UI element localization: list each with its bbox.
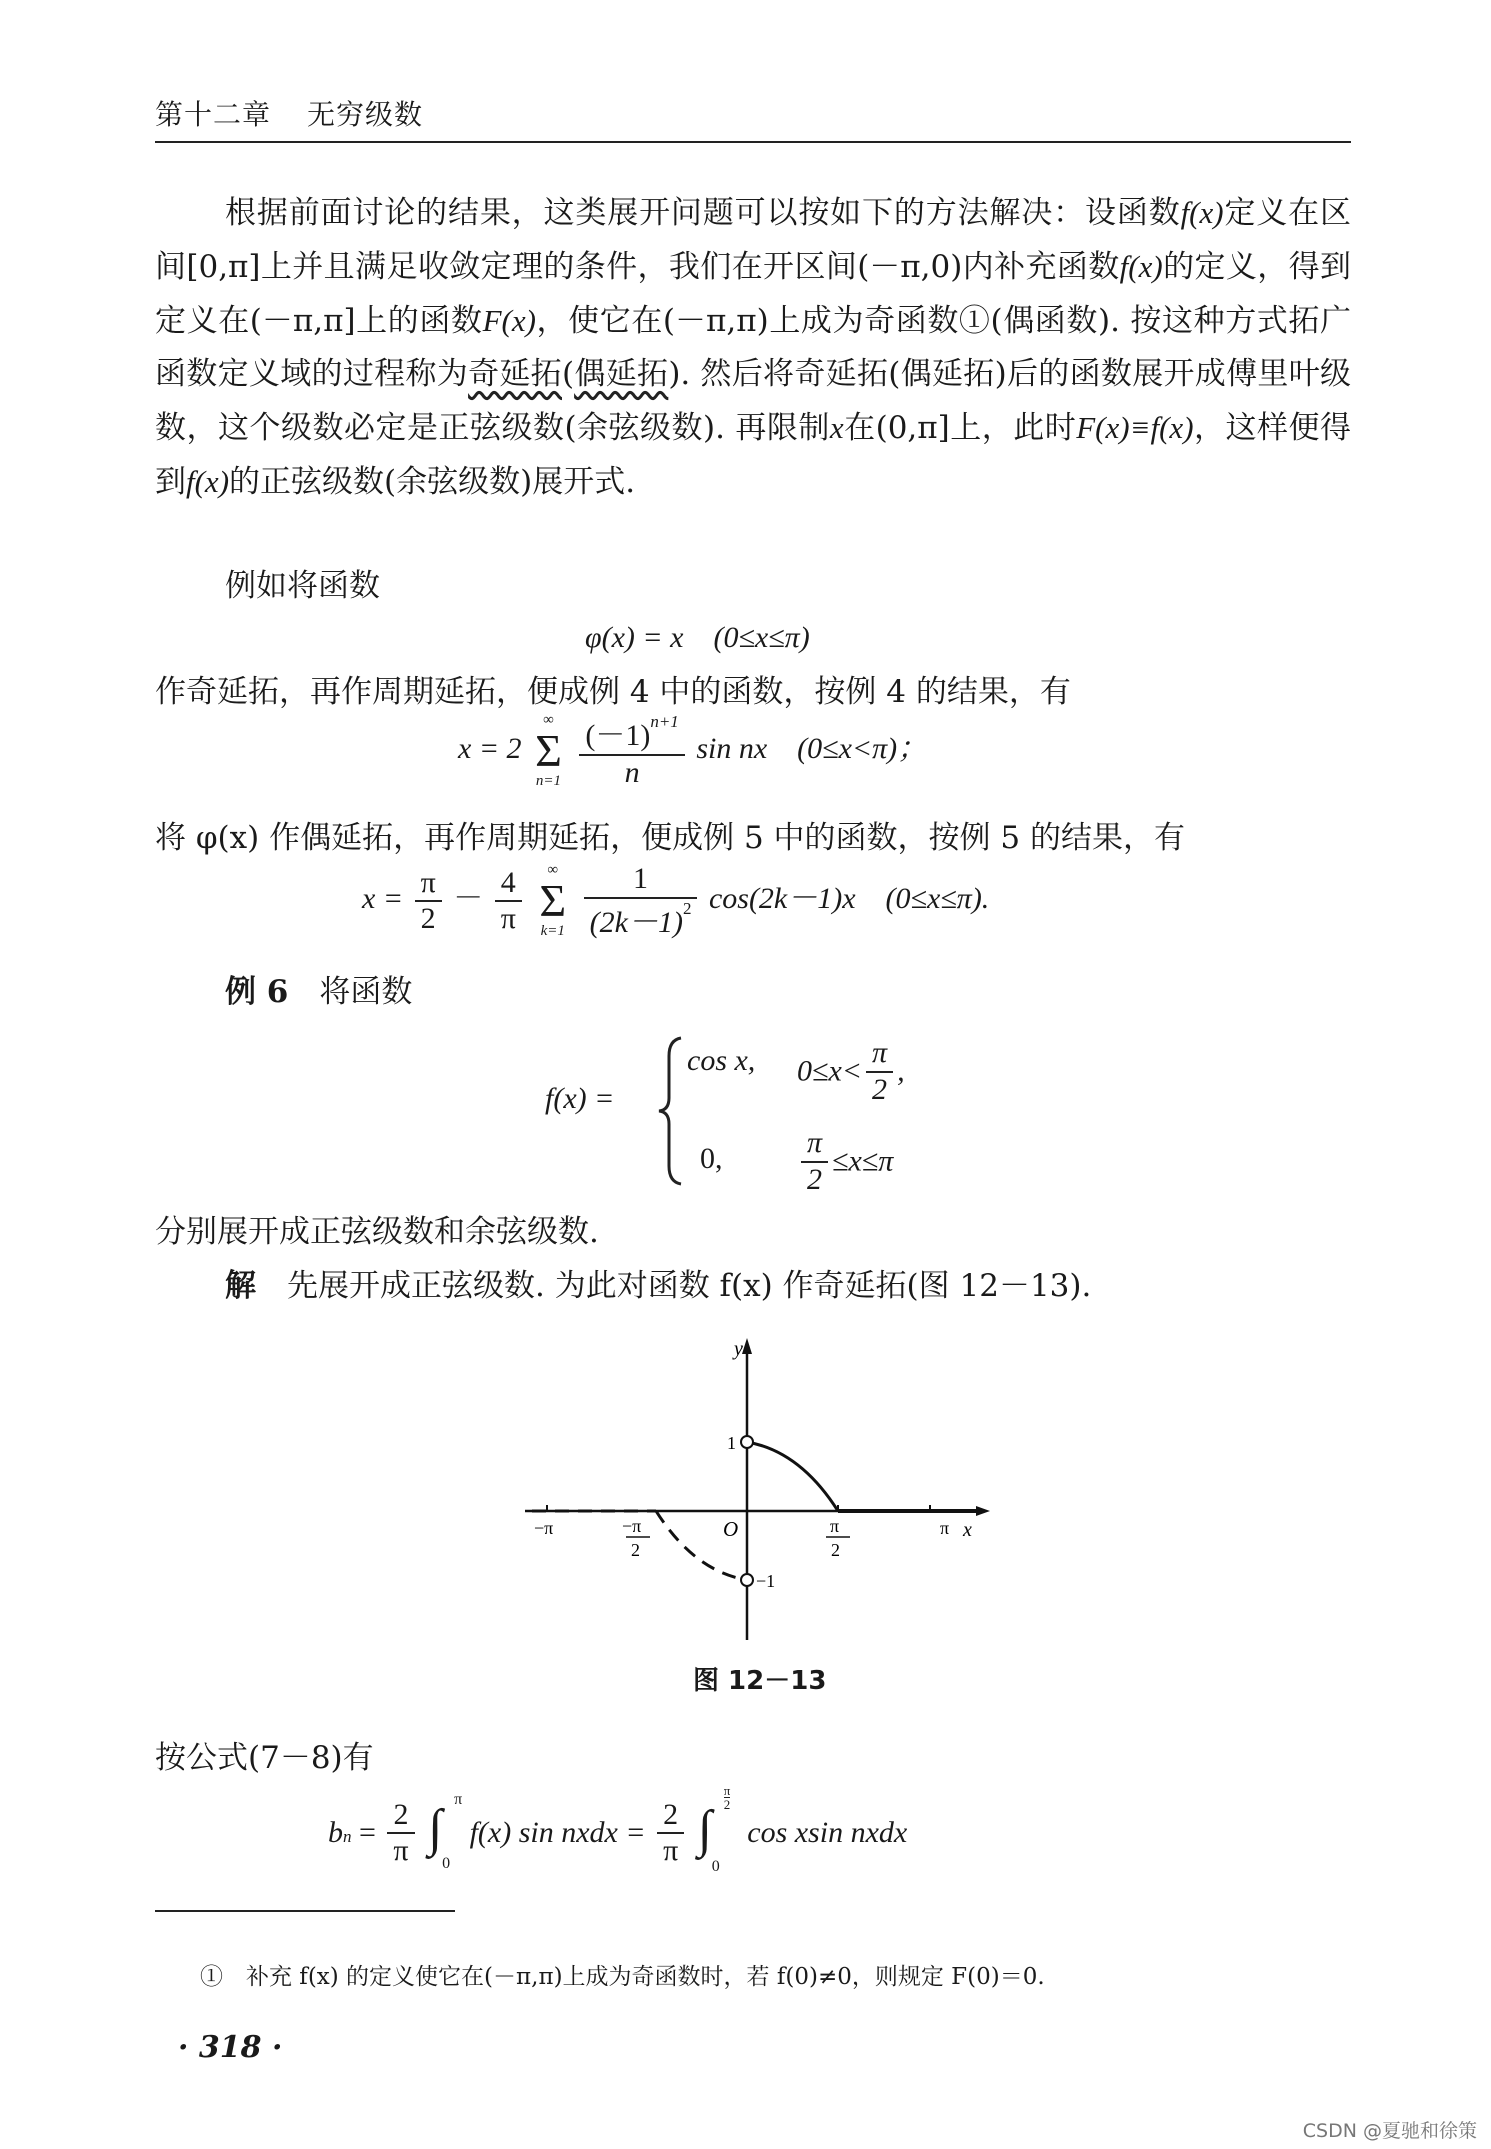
math: F(x) — [482, 303, 536, 338]
integrand-2: cos xsin nxdx — [747, 1816, 908, 1849]
math: f(x) — [186, 464, 230, 499]
chapter-title: 无穷级数 — [307, 98, 424, 131]
example-6 — [225, 966, 412, 1011]
equation-phi: φ(x) = x (0≤x≤π) — [585, 621, 810, 654]
text: 的定义，得到定义在(－π,π]上的函数 — [155, 249, 1352, 339]
case2-condition — [797, 1126, 893, 1197]
footnote: ① 补充 f(x) 的定义使它在(－π,π)上成为奇函数时，若 f(0)≠0，则规定 F(0)＝0. — [200, 1964, 1045, 1990]
tick-label-pi: π — [940, 1518, 950, 1538]
frac-den: (2k－1) — [589, 905, 683, 939]
paragraph-odd: 作奇延拓，再作周期延拓，便成例 4 中的函数，按例 4 的结果，有 — [155, 674, 1071, 710]
eq-lhs: b — [328, 1816, 343, 1849]
minus: － — [453, 881, 484, 915]
open-point-minus-1 — [741, 1574, 753, 1586]
frac-den: π — [663, 1834, 679, 1867]
frac-num: (－1) — [585, 719, 651, 752]
frac-den: 2 — [420, 902, 436, 935]
equation-sine-series — [458, 712, 927, 790]
fraction — [415, 866, 442, 937]
fraction — [579, 712, 684, 790]
text: 定义在区间[0,π]上并且满足收敛定理的条件，我们在开区间(－π,0)内补充函数 — [155, 195, 1352, 285]
tick-label-neg-pi-half-num: −π — [622, 1516, 642, 1536]
cond-end: , — [897, 1054, 905, 1088]
tick-label-pi-half-den: 2 — [831, 1540, 840, 1560]
fraction — [866, 1036, 893, 1107]
tick-label-pi-half-num: π — [830, 1516, 840, 1536]
integrand-1: f(x) sin nxdx = — [469, 1816, 646, 1849]
sum-symbol: Σ — [539, 875, 567, 926]
cond-text: ≤x≤π — [832, 1144, 894, 1178]
frac-num: 4 — [495, 866, 522, 903]
equation-piecewise — [545, 1030, 1005, 1196]
equation-cosine-series — [362, 862, 989, 940]
frac-den: 2 — [807, 1162, 823, 1196]
origin-label: O — [723, 1517, 739, 1541]
footnote-rule — [155, 1910, 455, 1912]
text: 的正弦级数(余弦级数)展开式. — [229, 464, 636, 500]
summation — [539, 863, 566, 939]
frac-den: π — [393, 1834, 409, 1867]
text: ( — [561, 356, 575, 392]
case1-value: cos x, — [687, 1044, 756, 1077]
term-even-extension: 偶延拓 — [574, 356, 669, 392]
curve-cos — [747, 1442, 838, 1511]
text: ，使它在(－π,π)上成为奇函数①(偶函数). 按这种方式拓广函数定义域的过程称为 — [155, 303, 1352, 392]
tick-label-minus-1: −1 — [756, 1571, 776, 1591]
text: 根据前面讨论的结果，这类展开问题可以按如下的方法解决：设函数 — [225, 195, 1181, 231]
int-upper: π — [454, 1791, 463, 1808]
watermark: CSDN @夏驰和徐策 — [1302, 2120, 1477, 2142]
integral-2: ∫ $\frac{\pi}{2}$ 0 — [697, 1783, 731, 1875]
frac-num: π — [415, 866, 442, 903]
int-lower: 0 — [442, 1855, 451, 1872]
sum-lower: k=1 — [540, 923, 565, 939]
int-upper-frac — [724, 1784, 731, 1811]
text: ). 然后将奇延拓(偶延拓)后的函数展开成傅里叶级数，这个级数必定是正弦级数(余弦级数). 再限制 — [155, 356, 1352, 446]
axis-label-y: y — [734, 1338, 743, 1360]
paragraph-expand: 分别展开成正弦级数和余弦级数. — [155, 1214, 599, 1250]
frac-den: 2 — [872, 1072, 888, 1106]
summation — [535, 713, 562, 789]
eq-tail: sin nx (0≤x<π)； — [696, 731, 928, 765]
header-rule — [155, 141, 1351, 143]
figure-12-13 — [520, 1330, 1000, 1650]
fraction — [657, 1798, 684, 1869]
tick-label-neg-pi-half-den: 2 — [631, 1540, 640, 1560]
solution-text: 先展开成正弦级数. 为此对函数 f(x) 作奇延拓(图 12－13). — [287, 1268, 1092, 1304]
text: 在(0,π]上，此时 — [843, 410, 1077, 446]
example-label: 例 6 — [225, 974, 289, 1010]
frac-num: π — [866, 1036, 893, 1073]
int-lower: 0 — [711, 1858, 720, 1875]
frac-num: 2 — [657, 1798, 684, 1835]
sum-upper: ∞ — [543, 712, 554, 728]
sum-lower: n=1 — [535, 773, 562, 789]
tick-label-1: 1 — [727, 1433, 736, 1453]
case1-condition — [797, 1036, 905, 1107]
fraction — [387, 1798, 414, 1869]
fraction — [584, 862, 698, 940]
paragraph-intro — [155, 186, 1351, 509]
frac-den: π — [500, 902, 516, 935]
equals: = — [359, 1816, 376, 1849]
exponent: 2 — [682, 898, 692, 918]
frac-num: 2 — [387, 1798, 414, 1835]
chapter-number: 第十二章 — [155, 98, 272, 131]
math: x — [829, 410, 844, 445]
y-axis-arrow — [742, 1338, 752, 1354]
equation-bn — [328, 1783, 908, 1876]
int-upper-num: π — [723, 1783, 731, 1798]
math: f(x) — [1119, 249, 1163, 284]
case2-value: 0, — [700, 1142, 723, 1175]
eq-lhs: x = — [362, 881, 404, 915]
chapter-header — [155, 93, 423, 133]
solution-label: 解 — [225, 1268, 256, 1304]
frac-den: n — [624, 755, 640, 789]
math: f(x) — [1180, 195, 1224, 230]
left-brace — [657, 1036, 687, 1186]
frac-num: π — [801, 1126, 828, 1163]
cond-text: 0≤x< — [797, 1054, 863, 1088]
paragraph-even: 将 φ(x) 作偶延拓，再作周期延拓，便成例 5 中的函数，按例 5 的结果，有 — [155, 820, 1185, 856]
frac-num: 1 — [584, 862, 698, 899]
integral-1: ∫ π 0 — [428, 1791, 463, 1872]
term-odd-extension: 奇延拓 — [468, 356, 562, 392]
sum-upper: ∞ — [547, 862, 559, 878]
figure-caption: 图 12－13 — [693, 1666, 827, 1696]
tick-label-minus-pi: −π — [534, 1518, 554, 1538]
eq-lhs: x = 2 — [458, 731, 522, 765]
int-upper-den: 2 — [723, 1797, 731, 1812]
eq-tail: cos(2k－1)x (0≤x≤π). — [708, 881, 990, 915]
axis-label-x: x — [963, 1519, 972, 1541]
page-number: · 318 · — [178, 2030, 283, 2065]
open-point-1 — [741, 1436, 753, 1448]
sum-symbol: Σ — [535, 725, 562, 776]
subscript: n — [343, 1826, 352, 1846]
solution — [225, 1260, 1091, 1305]
fraction — [801, 1126, 828, 1197]
text: ，这样便得到 — [155, 410, 1352, 500]
example-text: 将函数 — [319, 974, 413, 1010]
paragraph-example: 例如将函数 — [225, 568, 380, 604]
exponent: n+1 — [650, 712, 679, 731]
paragraph-formula: 按公式(7－8)有 — [155, 1740, 374, 1776]
fraction — [495, 866, 522, 937]
math: F(x)≡f(x) — [1076, 410, 1194, 445]
eq-lhs: f(x) = — [545, 1082, 615, 1115]
